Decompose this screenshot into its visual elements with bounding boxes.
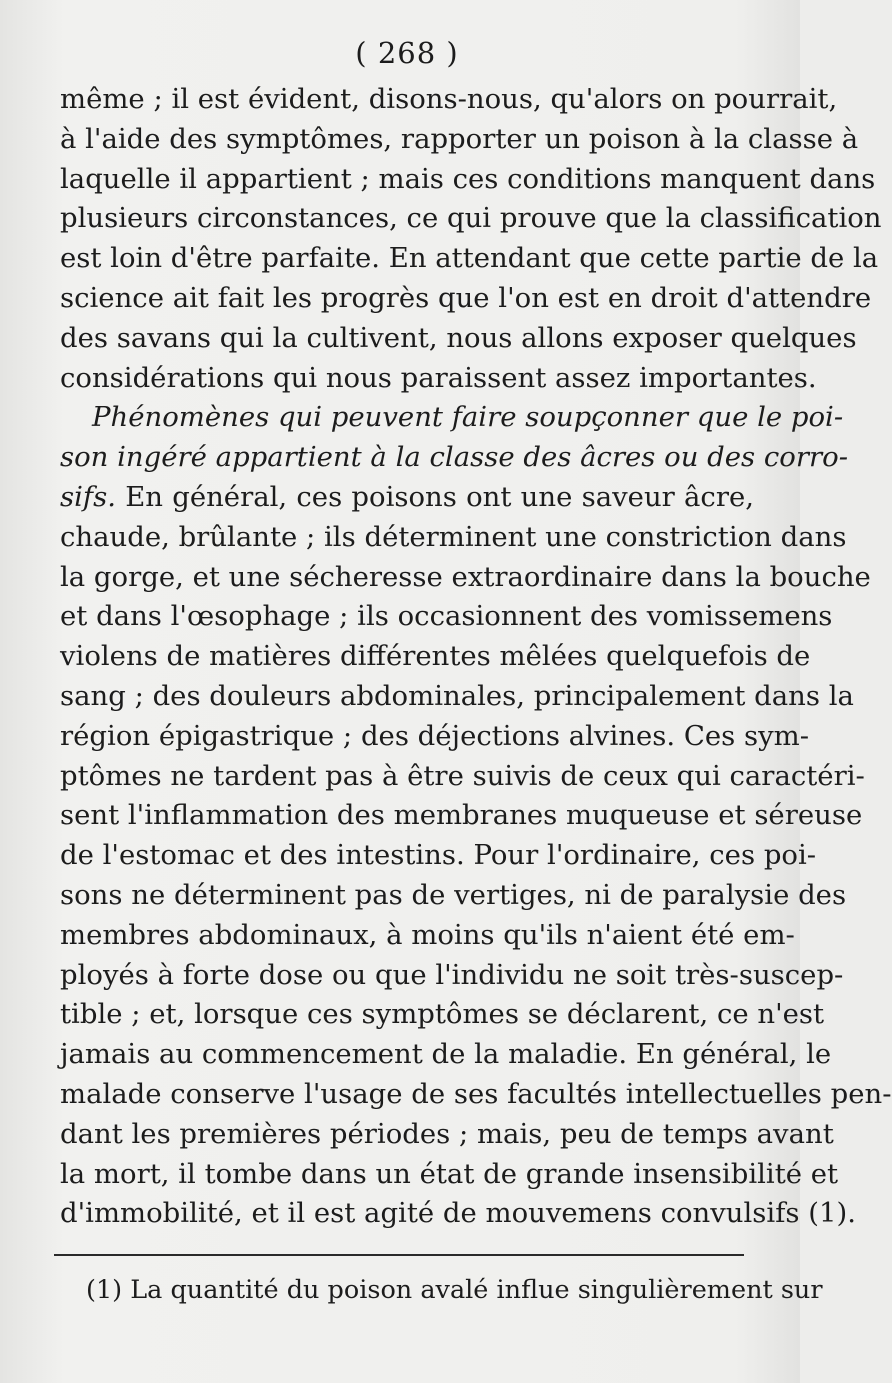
text-line: laquelle il appartient ; mais ces conditions manquent dans bbox=[60, 162, 876, 195]
text-line: considérations qui nous paraissent assez importantes. bbox=[60, 361, 817, 394]
text-line: violens de matières différentes mêlées quelquefois de bbox=[60, 640, 811, 673]
text-line: la gorge, et une sécheresse extraordinaire dans la bouche bbox=[60, 560, 871, 593]
text-line: la mort, il tombe dans un état de grande insensibilité et bbox=[60, 1157, 839, 1190]
paragraph-2 bbox=[60, 398, 892, 1234]
text-line bbox=[60, 478, 754, 518]
text-line: malade conserve l'usage de ses facultés intellectuelles pen- bbox=[60, 1077, 892, 1110]
text-line: jamais au commencement de la maladie. En général, le bbox=[60, 1038, 832, 1071]
text-line-rest: En général, ces poisons ont une saveur âcre, bbox=[115, 480, 754, 513]
text-line: de l'estomac et des intestins. Pour l'ordinaire, ces poi- bbox=[60, 839, 817, 872]
page-number: ( 268 ) bbox=[355, 36, 459, 70]
footnote: (1) La quantité du poison avalé influe singulièrement sur bbox=[86, 1275, 823, 1306]
text-line: chaude, brûlante ; ils déterminent une constriction dans bbox=[60, 520, 847, 553]
paragraph-1 bbox=[60, 80, 882, 398]
text-line: est loin d'être parfaite. En attendant que cette partie de la bbox=[60, 242, 879, 275]
footnote-rule bbox=[54, 1254, 744, 1256]
text-line: région épigastrique ; des déjections alvines. Ces sym- bbox=[60, 719, 810, 752]
text-line: plusieurs circonstances, ce qui prouve que la classification bbox=[60, 202, 882, 235]
section-heading-line: son ingéré appartient à la classe des âcres ou des corro- bbox=[60, 441, 848, 474]
section-heading-end: sifs. bbox=[60, 480, 116, 513]
section-heading-line: Phénomènes qui peuvent faire soupçonner que le poi- bbox=[92, 401, 844, 434]
text-line: à l'aide des symptômes, rapporter un poison à la classe à bbox=[60, 122, 859, 155]
text-line: tible ; et, lorsque ces symptômes se déclarent, ce n'est bbox=[60, 998, 825, 1031]
text-line: même ; il est évident, disons-nous, qu'alors on pourrait, bbox=[60, 83, 838, 115]
body-text bbox=[60, 80, 892, 1234]
text-line: sang ; des douleurs abdominales, principalement dans la bbox=[60, 679, 854, 712]
text-line: science ait fait les progrès que l'on est en droit d'attendre bbox=[60, 281, 872, 314]
text-line: sons ne déterminent pas de vertiges, ni de paralysie des bbox=[60, 878, 847, 911]
text-line: d'immobilité, et il est agité de mouvemens convulsifs (1). bbox=[60, 1197, 856, 1230]
text-line: sent l'inflammation des membranes muqueuse et séreuse bbox=[60, 799, 863, 832]
text-line: dant les premières périodes ; mais, peu de temps avant bbox=[60, 1117, 834, 1150]
text-line: ptômes ne tardent pas à être suivis de ceux qui caractéri- bbox=[60, 759, 865, 792]
text-line: et dans l'œsophage ; ils occasionnent des vomissemens bbox=[60, 600, 833, 633]
text-line: des savans qui la cultivent, nous allons exposer quelques bbox=[60, 321, 857, 354]
text-line: membres abdominaux, à moins qu'ils n'aient été em- bbox=[60, 918, 795, 951]
text-line: ployés à forte dose ou que l'individu ne soit très-suscep- bbox=[60, 958, 844, 991]
